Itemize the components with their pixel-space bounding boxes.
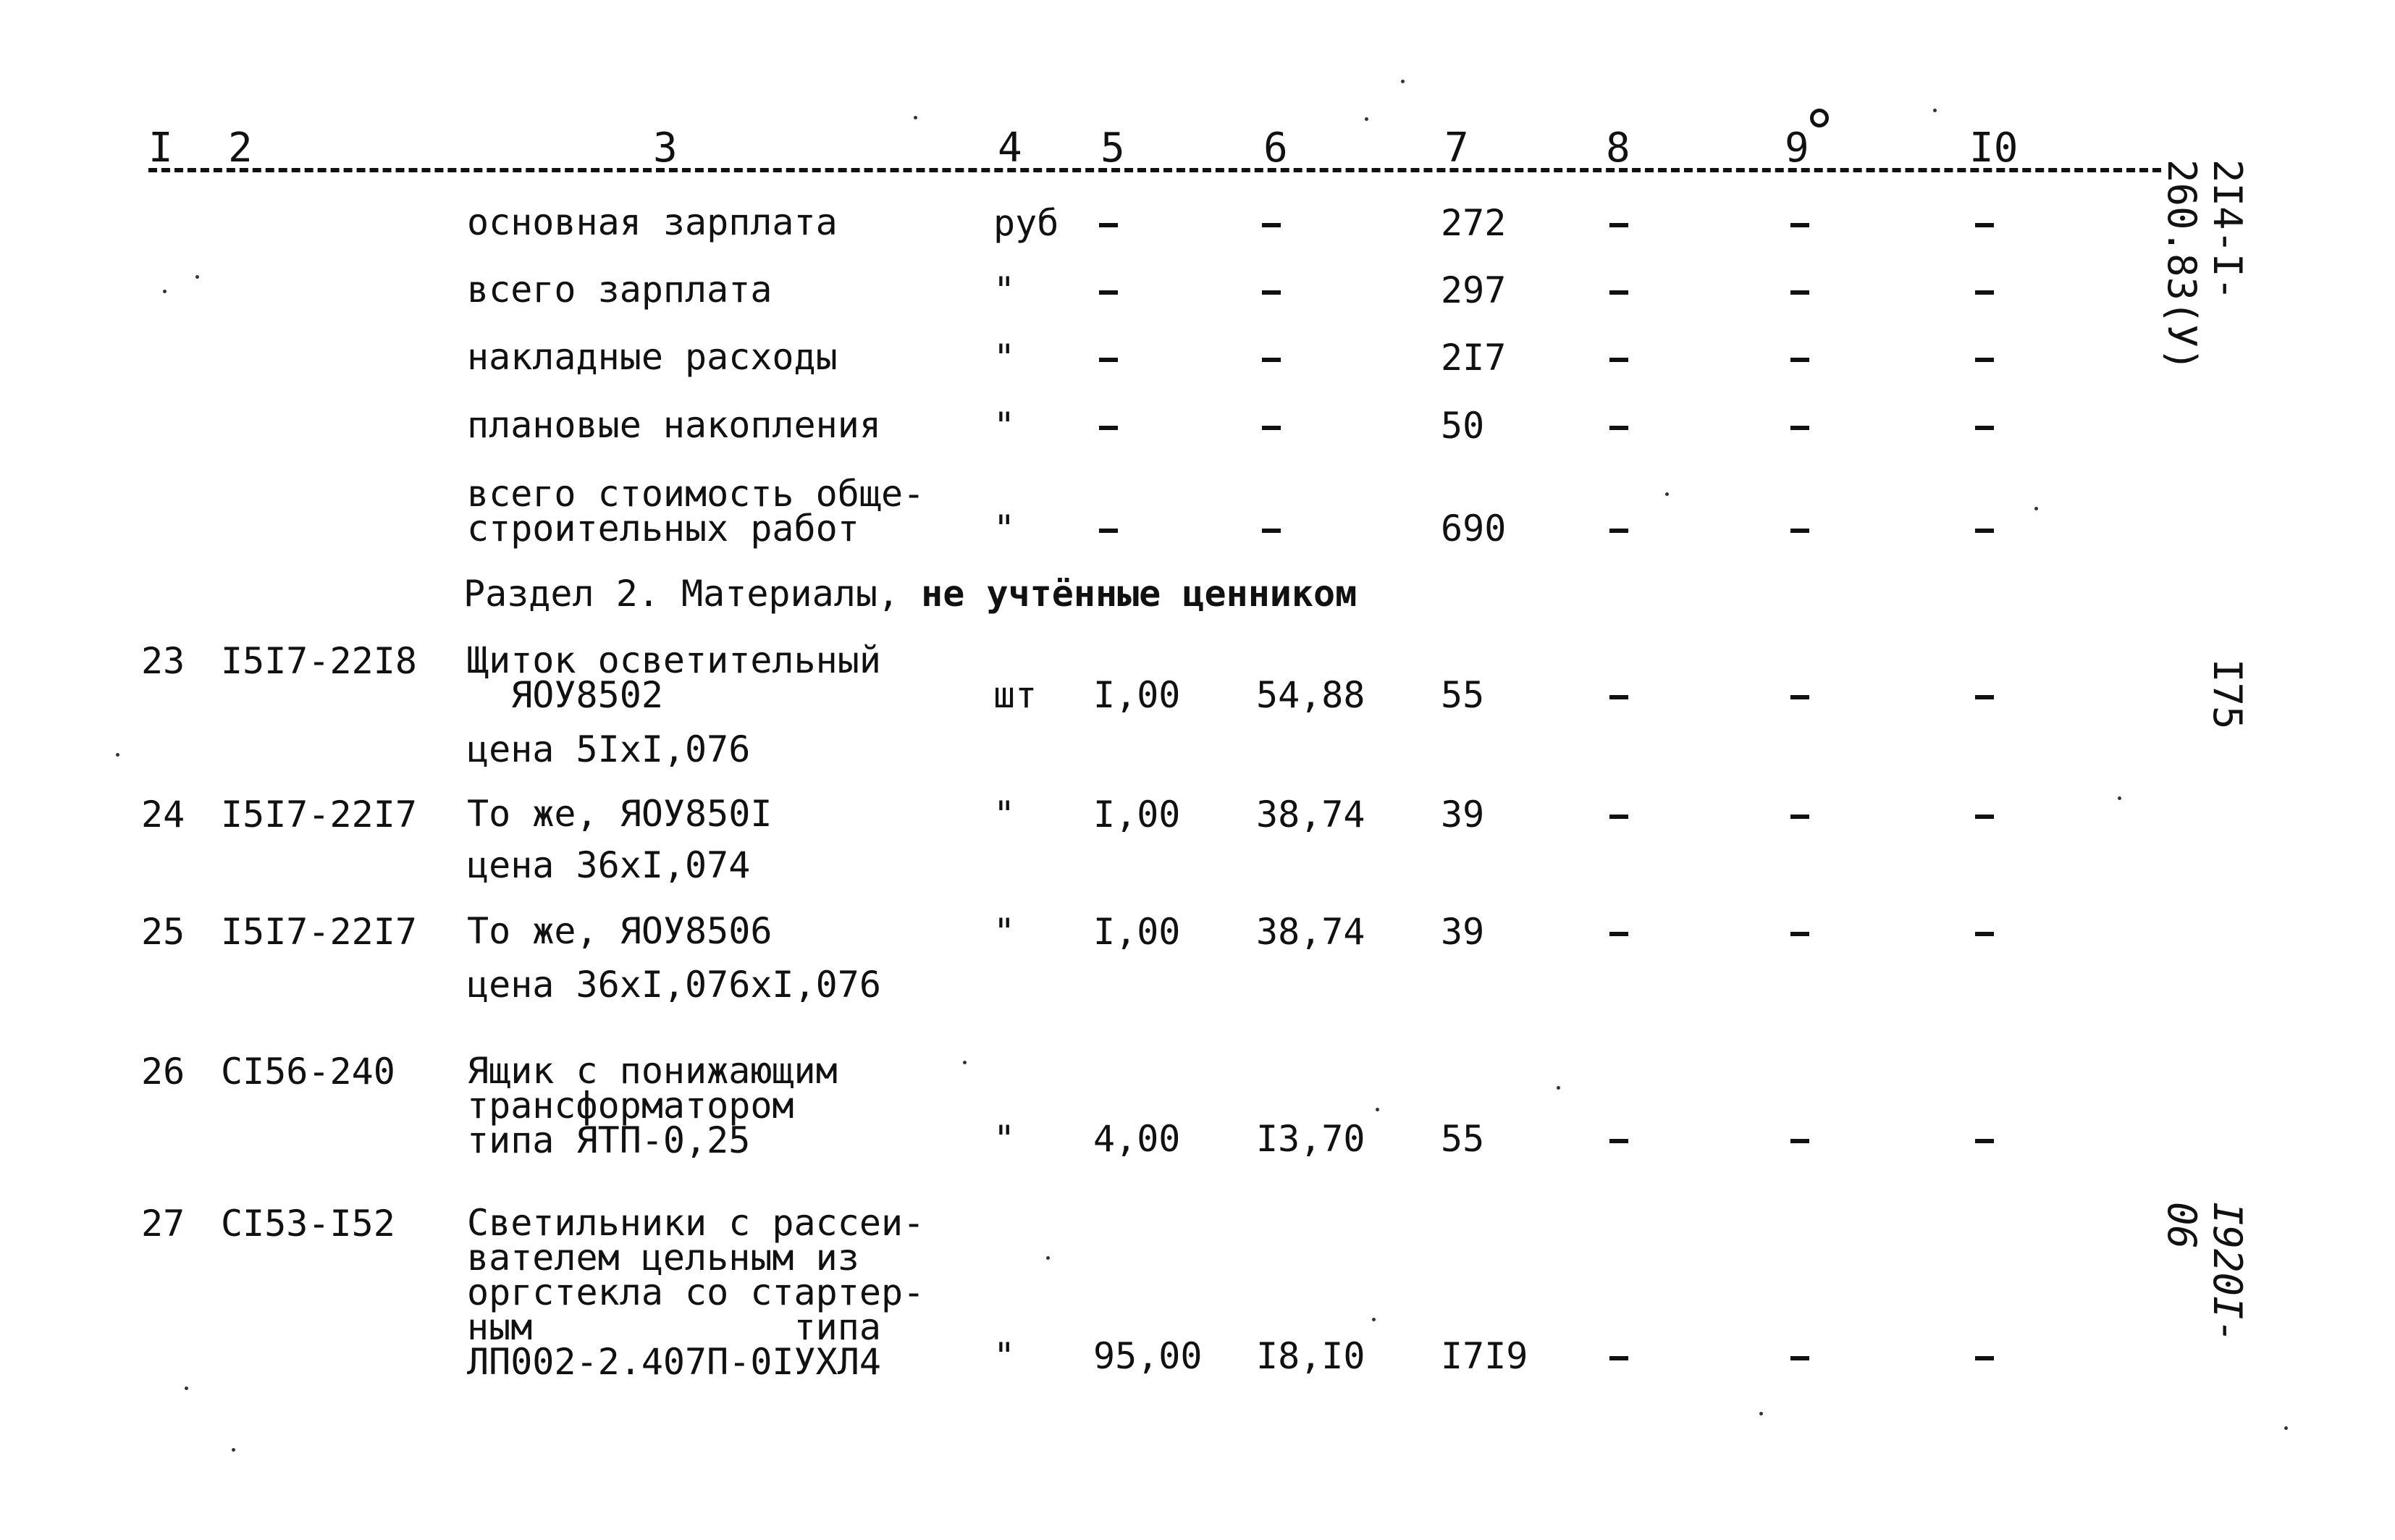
header-rule xyxy=(148,168,2161,172)
scan-speck xyxy=(2284,1426,2288,1430)
item-code: I5I7-22I7 xyxy=(221,911,417,953)
item-price-note: цена 36xI,074 xyxy=(467,844,751,886)
scan-speck xyxy=(2118,796,2121,800)
item-c10-dash xyxy=(1975,1139,1994,1143)
summary-c6-dash xyxy=(1262,223,1281,227)
summary-c8-dash xyxy=(1609,529,1628,533)
col-header-6: 6 xyxy=(1263,125,1288,172)
scan-speck xyxy=(232,1448,235,1452)
item-quantity: I,00 xyxy=(1093,911,1181,953)
scan-speck xyxy=(1372,1318,1376,1321)
item-unit-price: I8,I0 xyxy=(1256,1335,1365,1377)
item-description: Щиток осветительный ЯОУ8502 xyxy=(467,639,881,716)
scan-speck xyxy=(1557,1086,1560,1090)
item-c8-dash xyxy=(1609,815,1628,819)
summary-total: 272 xyxy=(1441,202,1507,244)
summary-c9-dash xyxy=(1790,358,1809,362)
item-unit-price: I3,70 xyxy=(1256,1118,1365,1160)
item-unit: " xyxy=(993,794,1016,836)
item-description: Ящик с понижающим трансформатором типа ЯТП-0,25 xyxy=(467,1050,838,1161)
summary-label: накладные расходы xyxy=(467,336,838,378)
summary-c9-dash xyxy=(1790,223,1809,227)
item-c10-dash xyxy=(1975,1356,1994,1360)
col-header-1: I xyxy=(148,125,173,172)
item-code: CI53-I52 xyxy=(221,1203,395,1245)
item-c9-dash xyxy=(1790,932,1809,936)
item-number: 23 xyxy=(141,640,185,682)
summary-c10-dash xyxy=(1975,426,1994,430)
item-total: 55 xyxy=(1441,674,1485,716)
col-header-8: 8 xyxy=(1606,125,1630,172)
summary-total: 690 xyxy=(1441,508,1507,550)
summary-unit: " xyxy=(993,337,1016,379)
item-unit-price: 54,88 xyxy=(1256,674,1365,716)
summary-total: 297 xyxy=(1441,269,1507,311)
summary-label: всего зарплата xyxy=(467,269,773,311)
item-c10-dash xyxy=(1975,932,1994,936)
item-total: I7I9 xyxy=(1441,1335,1528,1377)
section-title-bold: не учтённые ценником xyxy=(921,573,1358,615)
summary-c6-dash xyxy=(1262,290,1281,295)
item-unit: " xyxy=(993,1118,1016,1160)
scan-speck xyxy=(963,1061,967,1064)
item-c8-dash xyxy=(1609,1139,1628,1143)
degree-mark xyxy=(1810,109,1829,127)
item-c9-dash xyxy=(1790,815,1809,819)
scan-speck xyxy=(116,753,119,757)
item-quantity: 95,00 xyxy=(1093,1335,1203,1377)
document-code: 2I4-I-260.83(У) xyxy=(2159,159,2250,371)
scan-speck xyxy=(2034,507,2038,510)
item-total: 55 xyxy=(1441,1118,1485,1160)
scan-speck xyxy=(1665,492,1669,496)
item-c8-dash xyxy=(1609,1356,1628,1360)
summary-c10-dash xyxy=(1975,358,1994,362)
item-code: I5I7-22I8 xyxy=(221,640,417,682)
section-title xyxy=(463,573,1358,615)
scan-speck xyxy=(1046,1256,1050,1260)
item-total: 39 xyxy=(1441,911,1485,953)
col-header-3: 3 xyxy=(653,125,678,172)
item-c9-dash xyxy=(1790,1356,1809,1360)
scan-speck xyxy=(1933,109,1937,112)
item-c9-dash xyxy=(1790,695,1809,699)
col-header-4: 4 xyxy=(998,125,1022,172)
summary-label: плановые накопления xyxy=(467,404,881,446)
item-unit: шт xyxy=(993,674,1037,716)
summary-c10-dash xyxy=(1975,223,1994,227)
col-header-10: I0 xyxy=(1969,125,2019,172)
scan-speck xyxy=(1365,117,1368,121)
summary-c5-dash xyxy=(1099,529,1118,533)
summary-label: всего стоимость обще- строительных работ xyxy=(467,473,925,550)
item-price-note: цена 5IxI,076 xyxy=(467,728,751,770)
summary-c8-dash xyxy=(1609,358,1628,362)
summary-unit: " xyxy=(993,269,1016,311)
summary-unit: " xyxy=(993,508,1016,550)
section-title-prefix: Раздел 2. Материалы, xyxy=(463,573,922,615)
summary-c9-dash xyxy=(1790,426,1809,430)
item-c8-dash xyxy=(1609,932,1628,936)
scan-speck xyxy=(185,1387,188,1390)
summary-c5-dash xyxy=(1099,358,1118,362)
summary-unit: руб xyxy=(993,202,1059,244)
summary-c10-dash xyxy=(1975,529,1994,533)
item-quantity: I,00 xyxy=(1093,794,1181,836)
summary-c10-dash xyxy=(1975,290,1994,295)
summary-total: 2I7 xyxy=(1441,337,1507,379)
item-unit: " xyxy=(993,911,1016,953)
scan-speck xyxy=(1759,1412,1763,1415)
summary-c9-dash xyxy=(1790,290,1809,295)
summary-label: основная зарплата xyxy=(467,201,838,243)
summary-unit: " xyxy=(993,405,1016,447)
item-description: То же, ЯОУ8506 xyxy=(467,910,773,952)
col-header-9: 9 xyxy=(1785,125,1809,172)
summary-c5-dash xyxy=(1099,290,1118,295)
summary-c9-dash xyxy=(1790,529,1809,533)
scan-speck xyxy=(163,290,167,293)
summary-total: 50 xyxy=(1441,405,1485,447)
summary-c5-dash xyxy=(1099,223,1118,227)
item-total: 39 xyxy=(1441,794,1485,836)
archive-number: I920I-06 xyxy=(2159,1202,2250,1344)
item-c9-dash xyxy=(1790,1139,1809,1143)
item-number: 25 xyxy=(141,911,185,953)
page-number: I75 xyxy=(2205,659,2250,730)
scan-speck xyxy=(914,116,917,119)
item-quantity: I,00 xyxy=(1093,674,1181,716)
summary-c8-dash xyxy=(1609,223,1628,227)
summary-c8-dash xyxy=(1609,426,1628,430)
col-header-2: 2 xyxy=(228,125,253,172)
item-price-note: цена 36xI,076xI,076 xyxy=(467,964,881,1006)
scan-speck xyxy=(1376,1108,1379,1111)
summary-c6-dash xyxy=(1262,426,1281,430)
summary-c6-dash xyxy=(1262,529,1281,533)
item-description: Светильники с рассеи- вателем цельным из оргстекла со стартер- ным типа ЛП002-2.407П-0IУХЛ4 xyxy=(467,1202,925,1383)
item-code: CI56-240 xyxy=(221,1051,395,1093)
item-number: 24 xyxy=(141,794,185,836)
scan-speck xyxy=(1401,80,1405,83)
item-quantity: 4,00 xyxy=(1093,1118,1181,1160)
item-unit-price: 38,74 xyxy=(1256,911,1365,953)
summary-c6-dash xyxy=(1262,358,1281,362)
item-code: I5I7-22I7 xyxy=(221,794,417,836)
item-description: То же, ЯОУ850I xyxy=(467,793,773,835)
item-c10-dash xyxy=(1975,695,1994,699)
item-c8-dash xyxy=(1609,695,1628,699)
item-number: 26 xyxy=(141,1051,185,1093)
col-header-7: 7 xyxy=(1444,125,1469,172)
item-number: 27 xyxy=(141,1203,185,1245)
item-unit-price: 38,74 xyxy=(1256,794,1365,836)
item-c10-dash xyxy=(1975,815,1994,819)
summary-c8-dash xyxy=(1609,290,1628,295)
item-unit: " xyxy=(993,1335,1016,1377)
col-header-5: 5 xyxy=(1100,125,1125,172)
scan-speck xyxy=(195,275,199,279)
summary-c5-dash xyxy=(1099,426,1118,430)
